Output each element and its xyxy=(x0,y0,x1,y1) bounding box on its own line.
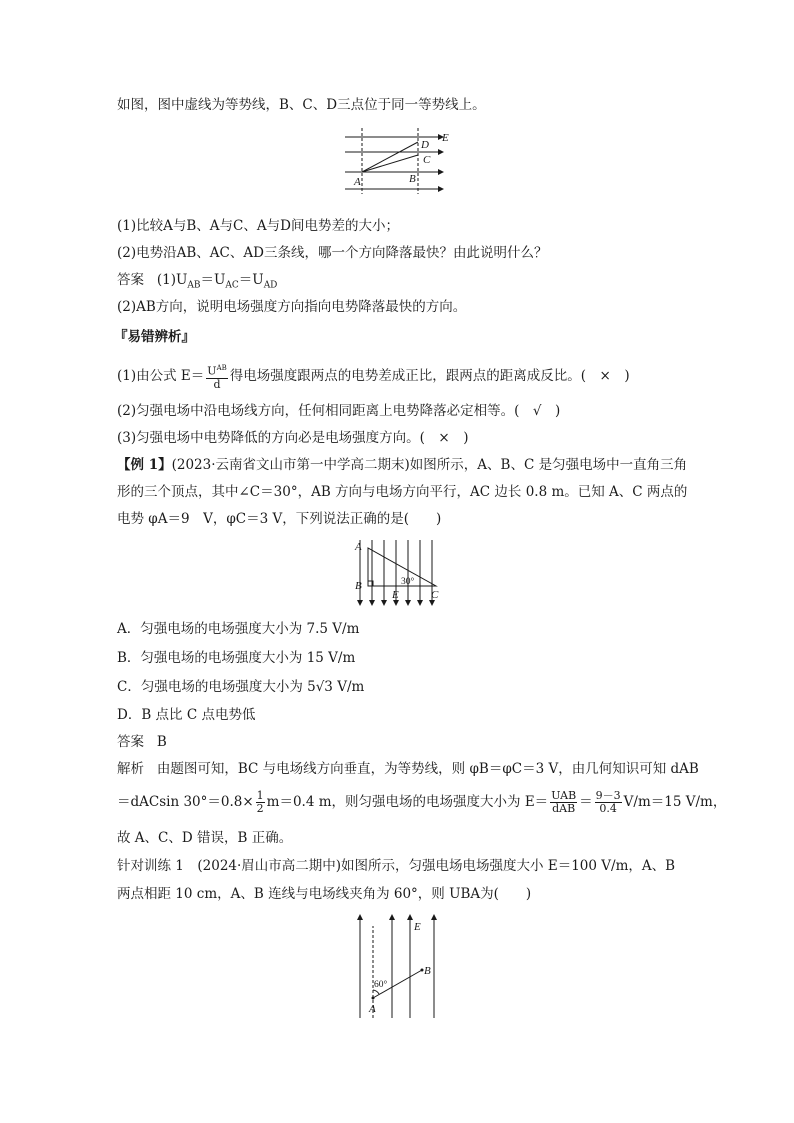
fig1-label-A: A xyxy=(354,176,361,188)
example1-analysis-2: ＝dACsin 30°＝0.8× $\frac{1}{2}$ m＝0.4 m，则匀强电场的电场强度大小为 E＝ $\frac{\text{UAB}}{\text{dAB}}$ ＝ $\frac{9-3}{0.4}$ V/m＝15 V/m， xyxy=(117,789,727,815)
formula-fraction: $\frac{U^{AB}}{d}$ xyxy=(207,364,227,391)
fig2-label-E: E xyxy=(392,589,399,601)
fig2-label-A: A xyxy=(355,541,362,553)
training1-line2: 两点相距 10 cm，A、B 连线与电场线夹角为 60°，则 UBA为( ) xyxy=(117,886,532,902)
intro-text: 如图，图中虚线为等势线，B、C、D三点位于同一等势线上。 xyxy=(117,97,486,113)
example1-line2: 形的三个顶点，其中∠C＝30°，AB 方向与电场方向平行，AC 边长 0.8 m。已知 A、C 两点的 xyxy=(117,484,688,500)
question-2: (2)电势沿AB、AC、AD三条线，哪一个方向降落最快？由此说明什么？ xyxy=(117,245,548,261)
answer-2: (2)AB方向，说明电场强度方向指向电势降落最快的方向。 xyxy=(117,299,467,315)
fig3-label-A: A xyxy=(369,1003,376,1015)
misconceptions-heading: 『易错辨析』 xyxy=(114,329,195,345)
answer-1: 答案 $(1)U_{AB}=U_{AC}=U_{AD}$ xyxy=(117,272,278,291)
example1-tag: 【例 1】 xyxy=(117,457,172,473)
example1-line1: 【例 1】(2023·云南省文山市第一中学高二期末)如图所示，A、B、C 是匀强电场中一直角三角 xyxy=(117,457,688,473)
question-1: (1)比较A与B、A与C、A与D间电势差的大小； xyxy=(117,218,399,234)
fig3-label-E: E xyxy=(414,921,421,933)
fig1-label-D: D xyxy=(421,139,429,151)
option-b: B．匀强电场的电场强度大小为 15 V/m xyxy=(117,650,356,666)
example1-analysis-1: 解析 由题图可知，BC 与电场线方向垂直，为等势线，则 φB＝φC＝3 V，由几何知识可知 dAB xyxy=(117,761,699,777)
figure-ab-field-angle xyxy=(352,912,442,1022)
fig3-label-B: B xyxy=(424,965,431,977)
misconception-3: (3)匀强电场中电势降低的方向必是电场强度方向。( × ) xyxy=(117,430,469,446)
misconception-1: (1)由公式 E＝ $\frac{U^{AB}}{d}$ 得电场强度跟两点的电势差成正比，跟两点的距离成反比。( × ) xyxy=(117,364,630,391)
answer-label: 答案 xyxy=(117,272,144,288)
fig2-angle-label: 30° xyxy=(401,577,415,587)
misconception-2: (2)匀强电场中沿电场线方向，任何相同距离上电势降落必定相等。( √ ) xyxy=(117,403,561,419)
fig2-label-B: B xyxy=(355,580,362,592)
figure-equipotential-lines xyxy=(340,128,450,194)
option-a: A．匀强电场的电场强度大小为 7.5 V/m xyxy=(117,621,360,637)
figure-right-triangle-field xyxy=(352,538,444,608)
example1-analysis-3: 故 A、C、D 错误，B 正确。 xyxy=(117,830,293,846)
fig3-angle-label: 60° xyxy=(374,980,388,990)
training1-line1: 针对训练 1 (2024·眉山市高二期中)如图所示，匀强电场电场强度大小 E＝100 V/m，A、B xyxy=(117,858,676,874)
fig2-label-C: C xyxy=(431,589,439,601)
example1-line3: 电势 φA＝9 V，φC＝3 V，下列说法正确的是( ) xyxy=(117,511,442,527)
example1-answer: 答案 B xyxy=(117,734,167,750)
fig1-label-C: C xyxy=(423,154,431,166)
option-c: C．匀强电场的电场强度大小为 5√3 V/m xyxy=(117,679,365,695)
fig1-label-E: E xyxy=(442,132,449,144)
fig1-label-B: B xyxy=(409,173,416,185)
option-d: D．B 点比 C 点电势低 xyxy=(117,707,256,723)
